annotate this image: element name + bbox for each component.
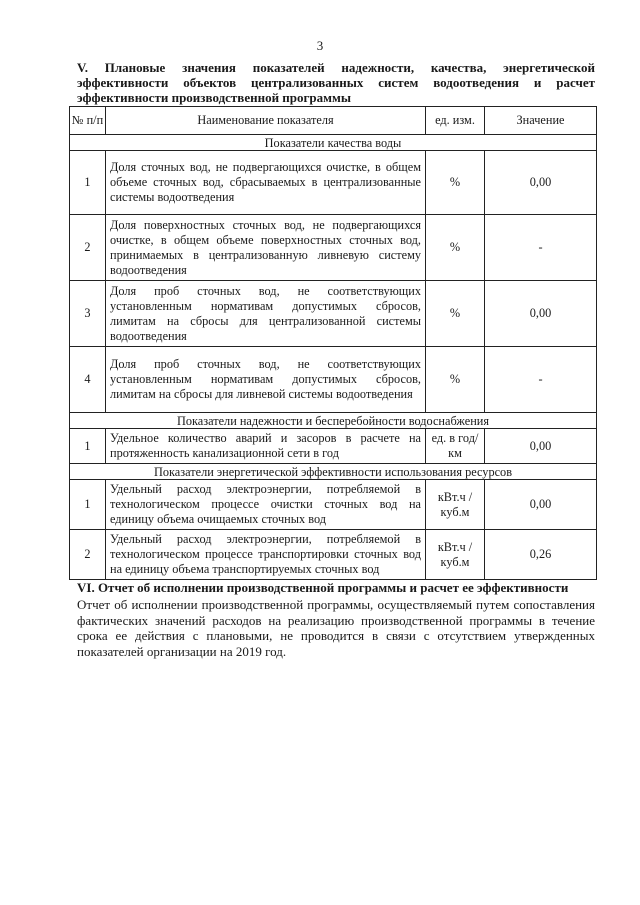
row-unit: % [426, 215, 485, 281]
table-row [70, 281, 597, 347]
table-row [70, 151, 597, 215]
row-unit: % [426, 347, 485, 413]
row-unit: ед. в год/ км [426, 429, 485, 464]
row-unit: % [426, 281, 485, 347]
section-5-heading-line: V. Плановые значения показателей надежности, качества, энергетической [77, 60, 595, 75]
row-num: 4 [70, 347, 106, 413]
row-num: 1 [70, 480, 106, 530]
row-value: 0,26 [485, 530, 597, 580]
section-title: Показатели качества воды [70, 135, 597, 151]
section-6-heading: VI. Отчет об исполнении производственной программы и расчет ее эффективности [77, 580, 569, 595]
table-header-row [70, 107, 597, 135]
row-unit: кВт.ч / куб.м [426, 480, 485, 530]
table-row [70, 215, 597, 281]
row-value: 0,00 [485, 480, 597, 530]
row-name: Удельный расход электроэнергии, потребляемой в технологическом процессе транспортировки сточных вод на единицу объема транспортируемых сточных вод [106, 530, 426, 580]
row-num: 2 [70, 530, 106, 580]
row-name: Удельное количество аварий и засоров в расчете на протяженность канализационной сети в год [106, 429, 426, 464]
row-num: 1 [70, 429, 106, 464]
section-title: Показатели надежности и бесперебойности водоснабжения [70, 413, 597, 429]
row-value: - [485, 347, 597, 413]
row-num: 3 [70, 281, 106, 347]
row-name: Доля проб сточных вод, не соответствующих установленным нормативам допустимых сбросов, лимитам на сбросы для ливневой системы водоотведения [106, 347, 426, 413]
section-5-heading-line: эффективности объектов централизованных систем водоотведения и расчет [77, 75, 595, 90]
row-name: Удельный расход электроэнергии, потребляемой в технологическом процессе очистки сточных вод на единицу объема очищаемых сточных вод [106, 480, 426, 530]
row-name: Доля поверхностных сточных вод, не подвергающихся очистке, в общем объеме поверхностных сточных вод, принимаемых в централизованную ливневую систему водоотведения [106, 215, 426, 281]
section-row [70, 135, 597, 151]
header-unit: ед. изм. [426, 107, 485, 135]
row-unit: кВт.ч / куб.м [426, 530, 485, 580]
row-value: 0,00 [485, 151, 597, 215]
row-name: Доля сточных вод, не подвергающихся очистке, в общем объеме сточных вод, сбрасываемых в централизованные системы водоотведения [106, 151, 426, 215]
row-value: 0,00 [485, 281, 597, 347]
section-row [70, 413, 597, 429]
row-num: 1 [70, 151, 106, 215]
table-row [70, 530, 597, 580]
section-row [70, 464, 597, 480]
table-row [70, 429, 597, 464]
row-num: 2 [70, 215, 106, 281]
row-value: - [485, 215, 597, 281]
table-row [70, 480, 597, 530]
section-6-paragraph: Отчет об исполнении производственной программы, осуществляемый путем сопоставления фактических значений расходов на реализацию производственной программы в течение срока ее действия с плановыми, не проводится в связи с отсутствием утвержденных показателей организации на 2019 год. [77, 597, 595, 659]
row-unit: % [426, 151, 485, 215]
table-row [70, 347, 597, 413]
row-name: Доля проб сточных вод, не соответствующих установленным нормативам допустимых сбросов, лимитам на сбросы для централизованной системы водоотведения [106, 281, 426, 347]
header-value: Значение [485, 107, 597, 135]
section-title: Показатели энергетической эффективности использования ресурсов [70, 464, 597, 480]
header-name: Наименование показателя [106, 107, 426, 135]
page-number: 3 [316, 38, 324, 53]
header-num: № п/п [70, 107, 106, 135]
section-5-heading [77, 60, 595, 105]
row-value: 0,00 [485, 429, 597, 464]
section-5-heading-line: эффективности производственной программы [77, 90, 352, 105]
indicators-table [69, 106, 597, 580]
